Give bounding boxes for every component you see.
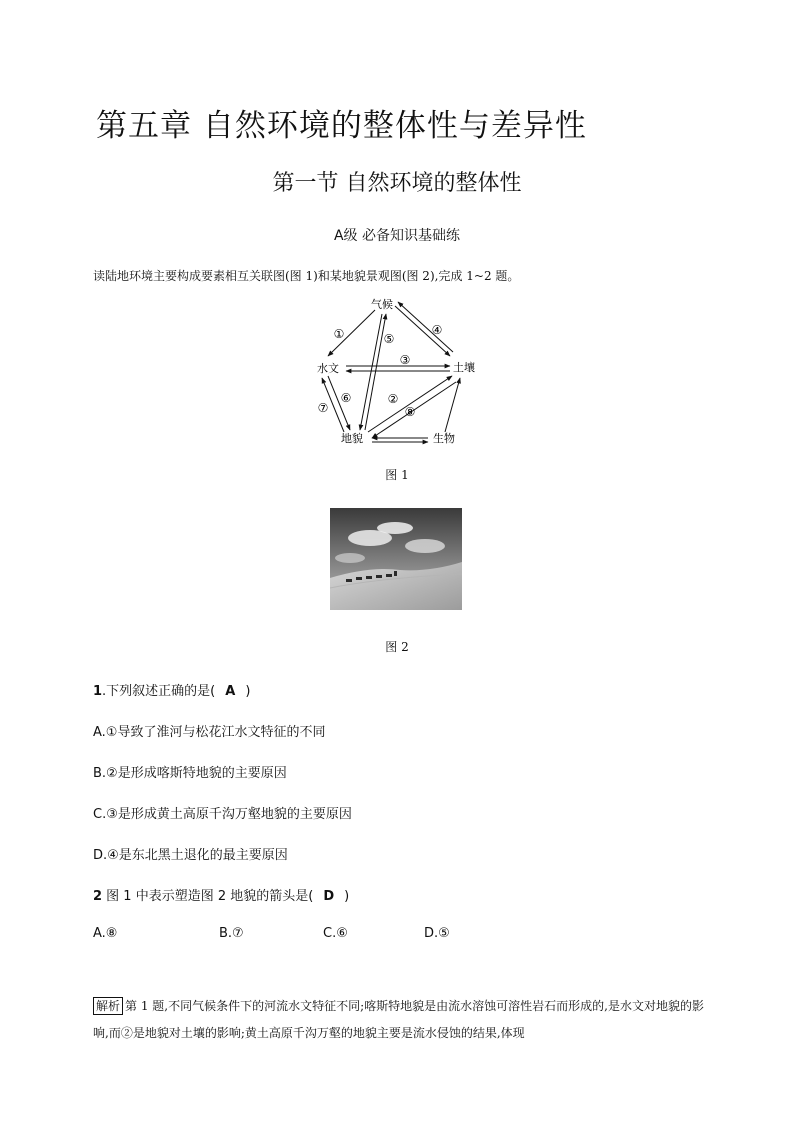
- figure1-diagram: [300, 292, 500, 452]
- figure2-photo: [330, 508, 462, 610]
- question-1-option-b: B.②是形成喀斯特地貌的主要原因: [93, 766, 287, 781]
- question-2-number: 2: [93, 889, 103, 904]
- question-2-option-c: C.⑥: [323, 926, 348, 941]
- chapter-title: 第五章 自然环境的整体性与差异性: [96, 108, 587, 144]
- section-title: 第一节 自然环境的整体性: [272, 171, 522, 196]
- label-4: ④: [431, 323, 443, 337]
- arrow-landform-soil-2: [368, 376, 452, 432]
- node-landform: 地貌: [341, 432, 363, 445]
- node-soil: 土壤: [453, 361, 475, 374]
- question-1-stem: .下列叙述正确的是(: [102, 684, 216, 699]
- question-1-number: 1: [93, 684, 103, 699]
- question-2-stem: 图 1 中表示塑造图 2 地貌的箭头是(: [102, 889, 314, 904]
- label-8: ⑧: [404, 405, 416, 419]
- label-6: ⑥: [340, 391, 352, 405]
- analysis-text: 第 1 题,不同气候条件下的河流水文特征不同;喀斯特地貌是由流水溶蚀可溶性岩石而形成的,是水文对地貌的影响,而②是地貌对土壤的影响;黄土高原千沟万壑的地貌主要是流水侵蚀的结果,体现: [93, 999, 704, 1040]
- question-2-answer: D: [323, 889, 335, 904]
- figure1-caption: 图 1: [385, 468, 409, 482]
- analysis-label: 解析: [93, 997, 123, 1015]
- intro-text: 读陆地环境主要构成要素相互关联图(图 1)和某地貌景观图(图 2),完成 1~2 题。: [93, 269, 520, 283]
- figure2-caption: 图 2: [385, 640, 409, 654]
- question-1-option-a: A.①导致了淮河与松花江水文特征的不同: [93, 725, 326, 740]
- level-title: A级 必备知识基础练: [333, 228, 461, 244]
- question-1-stem-end: ): [245, 684, 251, 699]
- label-5: ⑤: [383, 332, 395, 346]
- label-1: ①: [333, 327, 345, 341]
- node-climate: 气候: [371, 298, 393, 311]
- question-1-option-d: D.④是东北黑土退化的最主要原因: [93, 848, 288, 863]
- question-1-option-c: C.③是形成黄土高原千沟万壑地貌的主要原因: [93, 807, 352, 822]
- arrow-climate-landform-5: [360, 314, 382, 430]
- label-7: ⑦: [317, 401, 329, 415]
- question-2-option-b: B.⑦: [219, 926, 244, 941]
- arrow-biology-soil: [445, 378, 460, 432]
- question-2-option-d: D.⑤: [424, 926, 450, 941]
- question-2-option-a: A.⑧: [93, 926, 118, 941]
- question-1-answer: A: [225, 684, 236, 699]
- question-2: [93, 885, 349, 904]
- label-3: ③: [399, 353, 411, 367]
- label-2: ②: [387, 392, 399, 406]
- question-1: [93, 680, 250, 699]
- question-2-stem-end: ): [344, 889, 350, 904]
- node-hydrology: 水文: [317, 362, 339, 375]
- node-biology: 生物: [433, 432, 455, 445]
- arrow-soil-climate: [398, 302, 453, 352]
- analysis-block: [93, 993, 709, 1047]
